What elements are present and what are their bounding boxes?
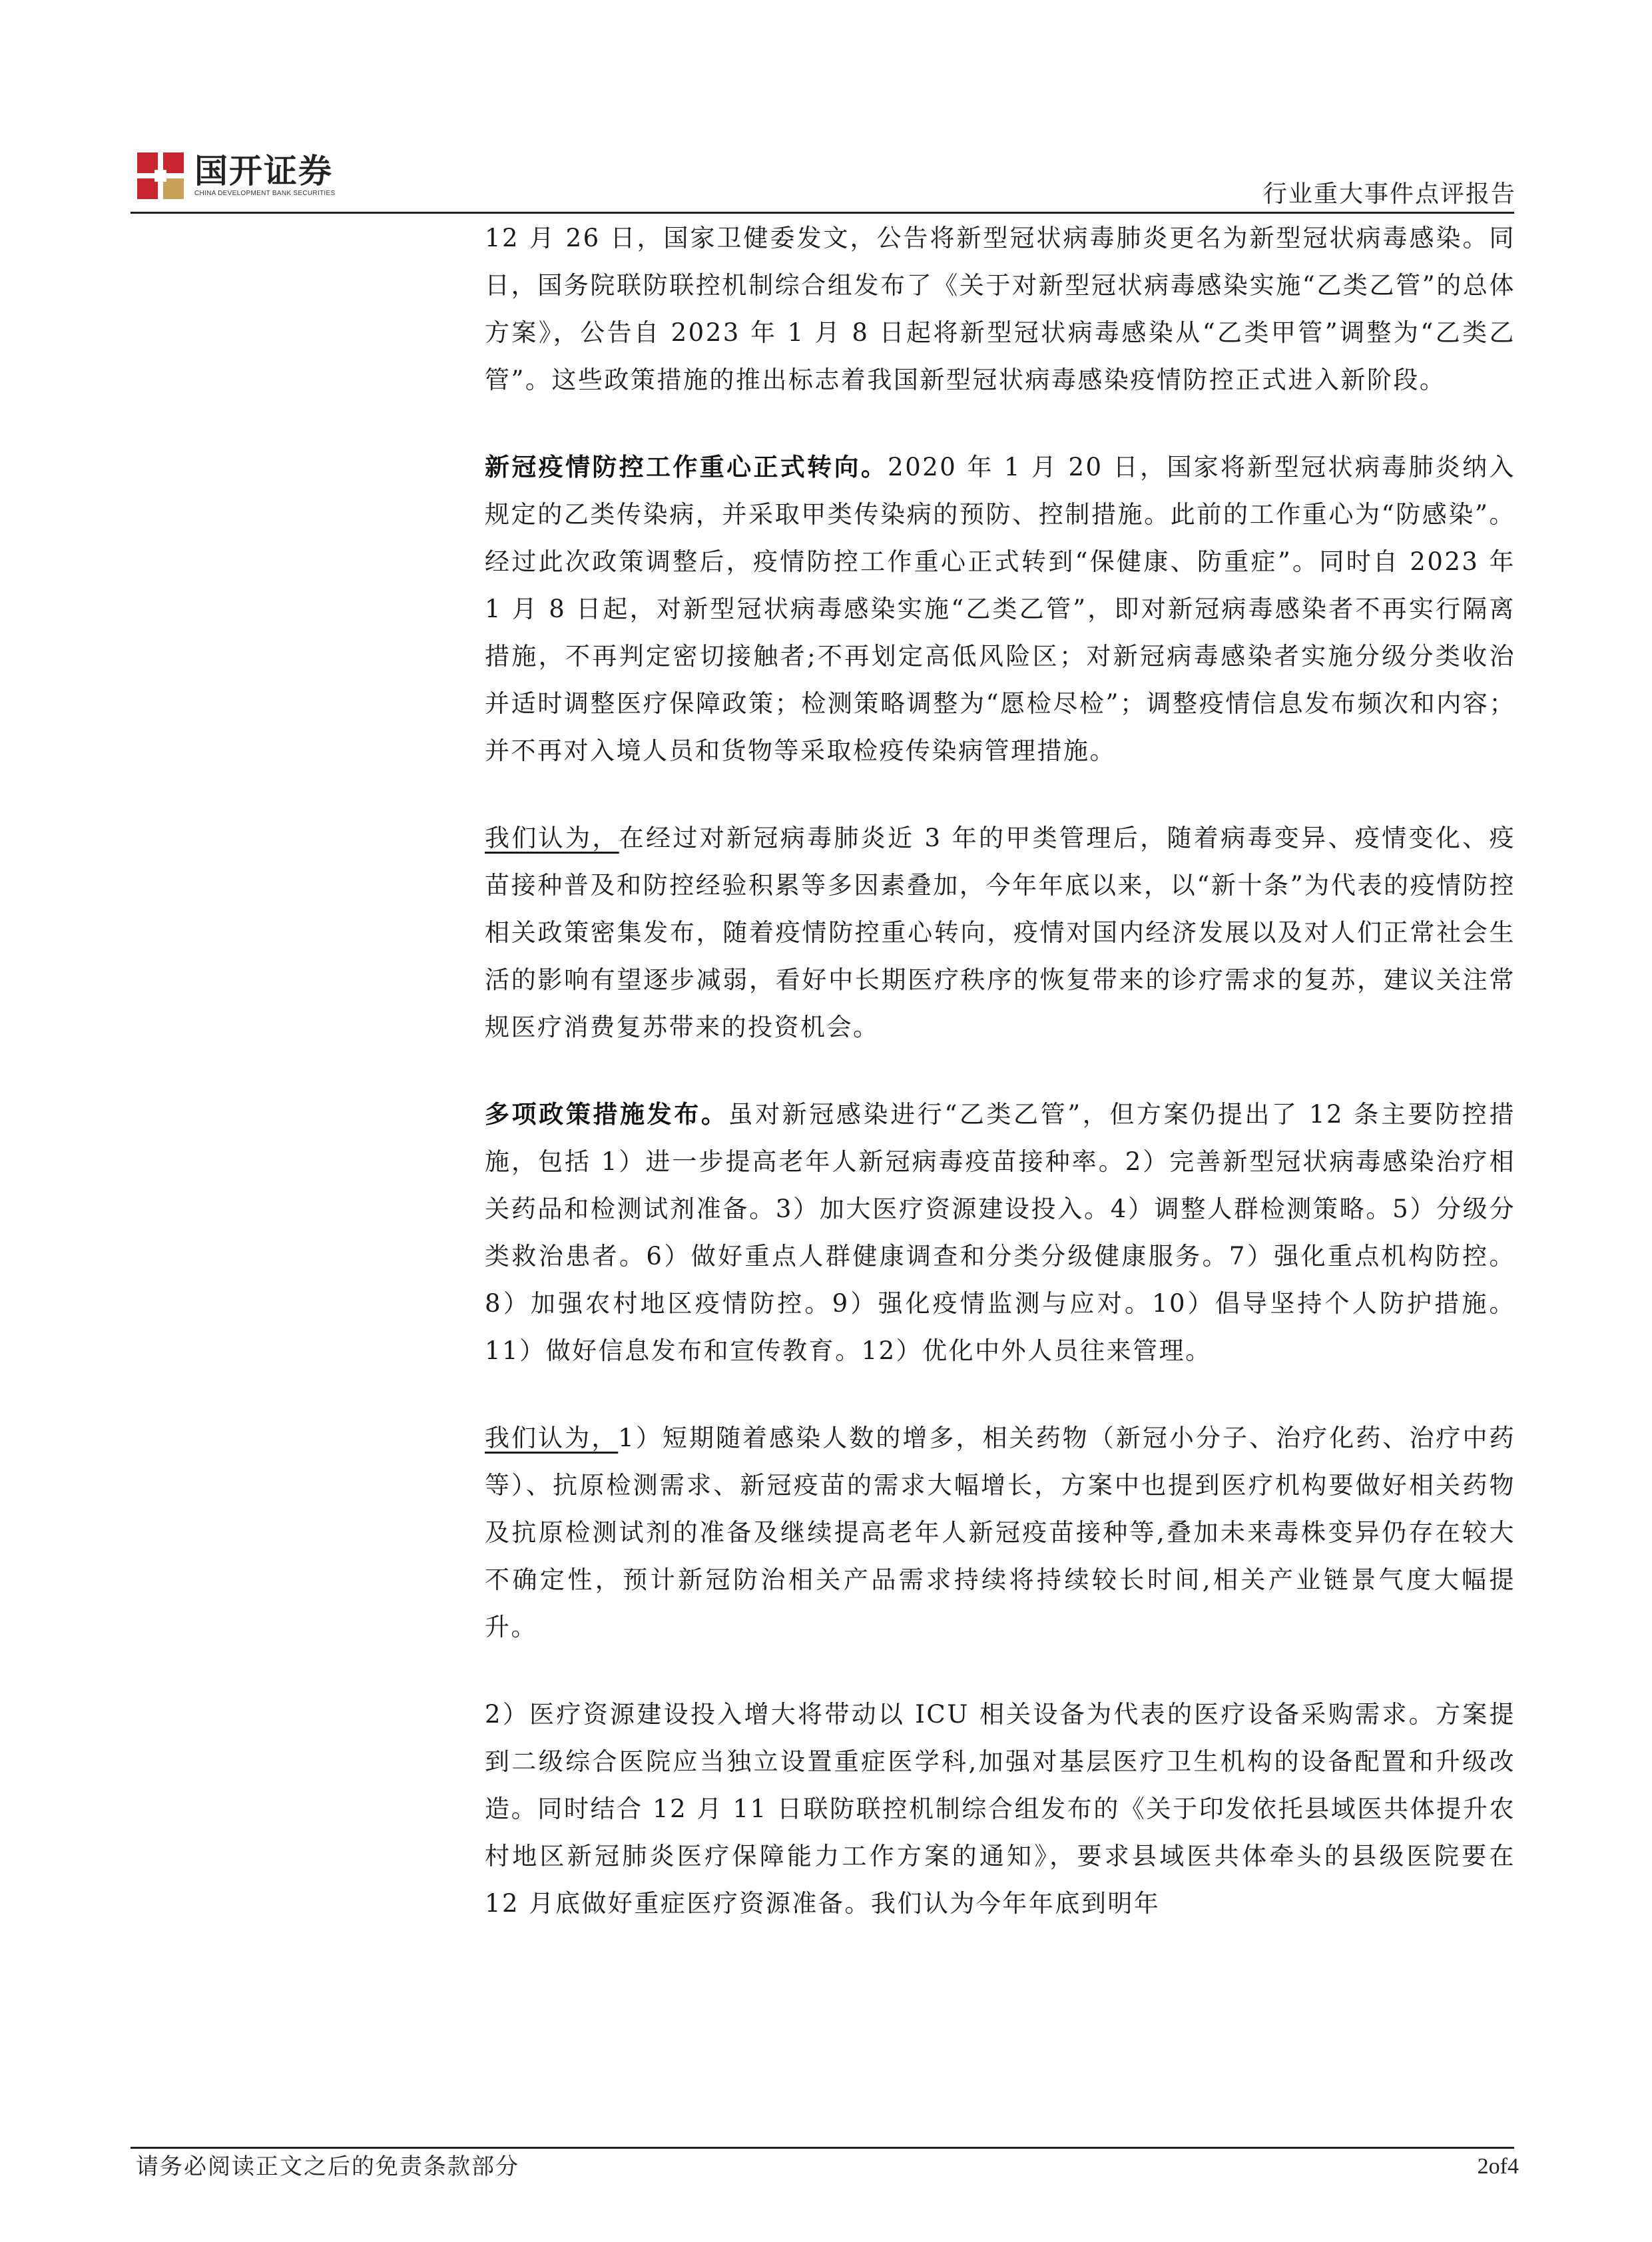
paragraph-medical-resources (485, 1691, 1515, 1927)
paragraph-text: 1）短期随着感染人数的增多，相关药物（新冠小分子、治疗化药、治疗中药等）、抗原检测需求、新冠疫苗的需求大幅增长，方案中也提到医疗机构要做好相关药物及抗原检测试剂的准备及继续提高老年人新冠疫苗接种等,叠加未来毒株变异仍存在较大不确定性，预计新冠防治相关产品需求持续将持续较长时间,相关产业链景气度大幅提升。 (485, 1424, 1516, 1641)
logo-english-name: CHINA DEVELOPMENT BANK SECURITIES (194, 190, 336, 197)
paragraph-text: 2020 年 1 月 20 日，国家将新型冠状病毒肺炎纳入规定的乙类传染病，并采取甲类传染病的预防、控制措施。此前的工作重心为“防感染”。经过此次政策调整后，疫情防控工作重心正式转到“保健康、防重症”。同时自 2023 年 1 月 8 日起，对新型冠状病毒感染实施“乙类乙管”，即对新冠病毒感染者不再实行隔离措施，不再判定密切接触者;不再划定高低风险区；对新冠病毒感染者实施分级分类收治并适时调整医疗保障政策；检测策略调整为“愿检尽检”；调整疫情信息发布频次和内容；并不再对入境人员和货物等采取检疫传染病管理措施。 (485, 453, 1515, 765)
paragraph-prevention-shift (485, 443, 1515, 774)
paragraph-policy-renaming (485, 214, 1515, 404)
footer-disclaimer: 请务必阅读正文之后的免责条款部分 (136, 2153, 519, 2180)
paragraph-text: 12 月 26 日，国家卫健委发文，公告将新型冠状病毒肺炎更名为新型冠状病毒感染。同日，国务院联防联控机制综合组发布了《关于对新型冠状病毒感染实施“乙类乙管”的总体方案》，公告自 2023 年 1 月 8 日起将新型冠状病毒感染从“乙类甲管”调整为“乙类乙管”。这些政策措施的推出标志着我国新型冠状病毒感染疫情防控正式进入新阶段。 (485, 224, 1515, 394)
paragraph-text: 在经过对新冠病毒肺炎近 3 年的甲类管理后，随着病毒变异、疫情变化、疫苗接种普及和防控经验积累等多因素叠加，今年年底以来，以“新十条”为代表的疫情防控相关政策密集发布，随着疫情防控重心转向，疫情对国内经济发展以及对人们正常社会生活的影响有望逐步减弱，看好中长期医疗秩序的恢复带来的诊疗需求的复苏，建议关注常规医疗消费复苏带来的投资机会。 (485, 824, 1515, 1041)
header-divider (131, 212, 1514, 214)
paragraph-text: 2）医疗资源建设投入增大将带动以 ICU 相关设备为代表的医疗设备采购需求。方案提到二级综合医院应当独立设置重症医学科,加强对基层医疗卫生机构的设备配置和升级改造。同时结合 12 月 11 日联防联控机制综合组发布的《关于印发依托县域医共体提升农村地区新冠肺炎医疗保障能力工作方案的通知》，要求县域医共体牵头的县级医院要在 12 月底做好重症医疗资源准备。我们认为今年年底到明年 (485, 1700, 1515, 1918)
paragraph-heading: 多项政策措施发布。 (485, 1099, 728, 1129)
logo-chinese-name: 国开证券 (194, 152, 333, 190)
paragraph-our-view-demand (485, 1414, 1515, 1651)
paragraph-heading: 新冠疫情防控工作重心正式转向。 (485, 452, 888, 481)
logo-mark-icon (137, 152, 184, 199)
company-logo (137, 150, 335, 201)
paragraph-policy-measures (485, 1091, 1515, 1374)
report-type-label: 行业重大事件点评报告 (1262, 180, 1516, 208)
paragraph-lead-underlined: 我们认为， (485, 1424, 619, 1452)
paragraph-our-view-recovery (485, 814, 1515, 1051)
footer-divider (131, 2147, 1514, 2149)
page-number: 2of4 (1477, 2154, 1519, 2179)
report-body (485, 214, 1515, 1967)
paragraph-lead-underlined: 我们认为， (485, 824, 619, 852)
paragraph-text: 虽对新冠感染进行“乙类乙管”，但方案仍提出了 12 条主要防控措施，包括 1）进一步提高老年人新冠病毒疫苗接种率。2）完善新型冠状病毒感染治疗相关药品和检测试剂准备。3）加大医疗资源建设投入。4）调整人群检测策略。5）分级分类救治患者。6）做好重点人群健康调查和分类分级健康服务。7）强化重点机构防控。8）加强农村地区疫情防控。9）强化疫情监测与应对。10）倡导坚持个人防护措施。11）做好信息发布和宣传教育。12）优化中外人员往来管理。 (485, 1100, 1516, 1365)
